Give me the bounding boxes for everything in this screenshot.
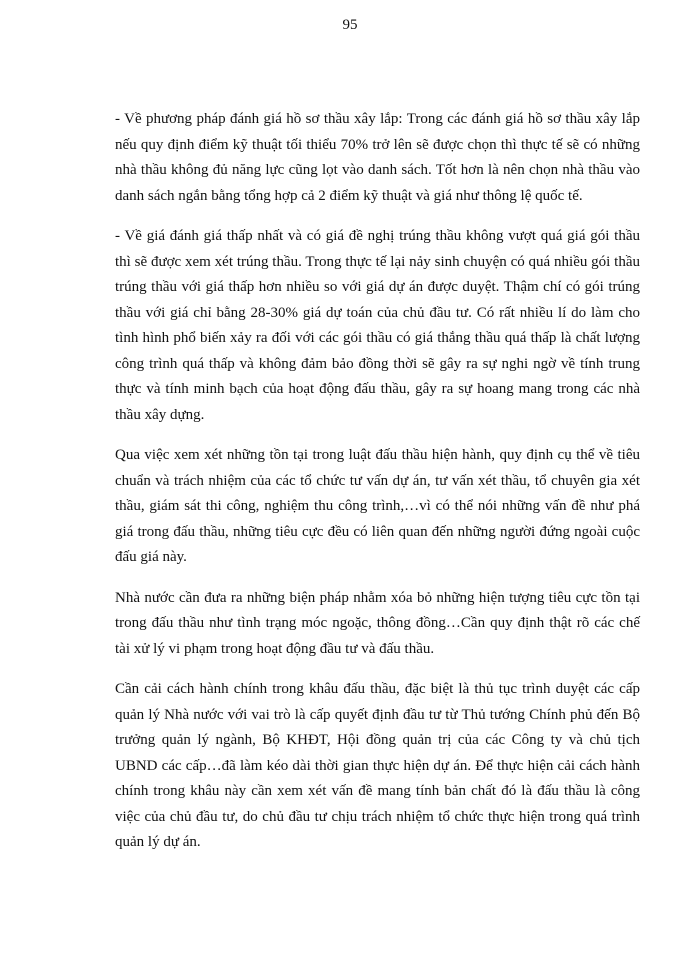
- document-body: [115, 107, 640, 871]
- paragraph-bid-evaluation-method: - Về phương pháp đánh giá hồ sơ thầu xây lắp: Trong các đánh giá hồ sơ thầu xây lắp nếu quy định điểm kỹ thuật tối thiểu 70% trở lên sẽ được chọn thì thực tế sẽ có những nhà thầu không đủ năng lực cũng lọt vào danh sách. Tốt hơn là nên chọn nhà thầu vào danh sách ngắn bằng tổng hợp cả 2 điểm kỹ thuật và giá như thông lệ quốc tế.: [115, 111, 640, 204]
- paragraph-lowest-price: - Về giá đánh giá thấp nhất và có giá đề nghị trúng thầu không vượt quá giá gói thầu thì sẽ được xem xét trúng thầu. Trong thực tế lại nảy sinh chuyện có quá nhiều gói thầu trúng thầu với giá thấp hơn nhiều so với giá dự án được duyệt. Thậm chí có gói trúng thầu với giá chỉ bằng 28-30% giá dự toán của chủ đầu tư. Có rất nhiều lí do làm cho tình hình phổ biến xảy ra đối với các gói thầu có giá thắng thầu quá thấp là chất lượng công trình quá thấp và không đảm bảo đồng thời sẽ gây ra sự nghi ngờ về tính trung thực và tính minh bạch của hoạt động đấu thầu, gây ra sự hoang mang trong các nhà thầu xây dựng.: [115, 228, 640, 423]
- paragraph-state-measures: Nhà nước cần đưa ra những biện pháp nhằm xóa bỏ những hiện tượng tiêu cực tồn tại trong đấu thầu như tình trạng móc ngoặc, thông đồng…Cần quy định thật rõ các chế tài xử lý vi phạm trong hoạt động đầu tư và đấu thầu.: [115, 589, 640, 657]
- paragraph-existing-issues: Qua việc xem xét những tồn tại trong luật đấu thầu hiện hành, quy định cụ thể về tiêu chuẩn và trách nhiệm của các tổ chức tư vấn dự án, tư vấn xét thầu, tổ chuyên gia xét thầu, giám sát thi công, nghiệm thu công trình,…vì có thể nói những vấn đề như phá giá trong đấu thầu, những tiêu cực đều có liên quan đến những người đứng ngoài cuộc đấu giá này.: [115, 447, 640, 565]
- paragraph-administrative-reform: Cần cải cách hành chính trong khâu đấu thầu, đặc biệt là thủ tục trình duyệt các cấp quản lý Nhà nước với vai trò là cấp quyết định đầu tư từ Thủ tướng Chính phủ đến Bộ trưởng quản lý ngành, Bộ KHĐT, Hội đồng quản trị của các Công ty và chủ tịch UBND các cấp…đã làm kéo dài thời gian thực hiện dự án. Để thực hiện cải cách hành chính trong khâu này cần xem xét vấn đề mang tính bản chất đó là đấu thầu là công việc của chủ đầu tư, do chủ đầu tư chịu trách nhiệm tổ chức thực hiện trong quá trình quản lý dự án.: [115, 681, 640, 850]
- page-number: 95: [342, 17, 358, 33]
